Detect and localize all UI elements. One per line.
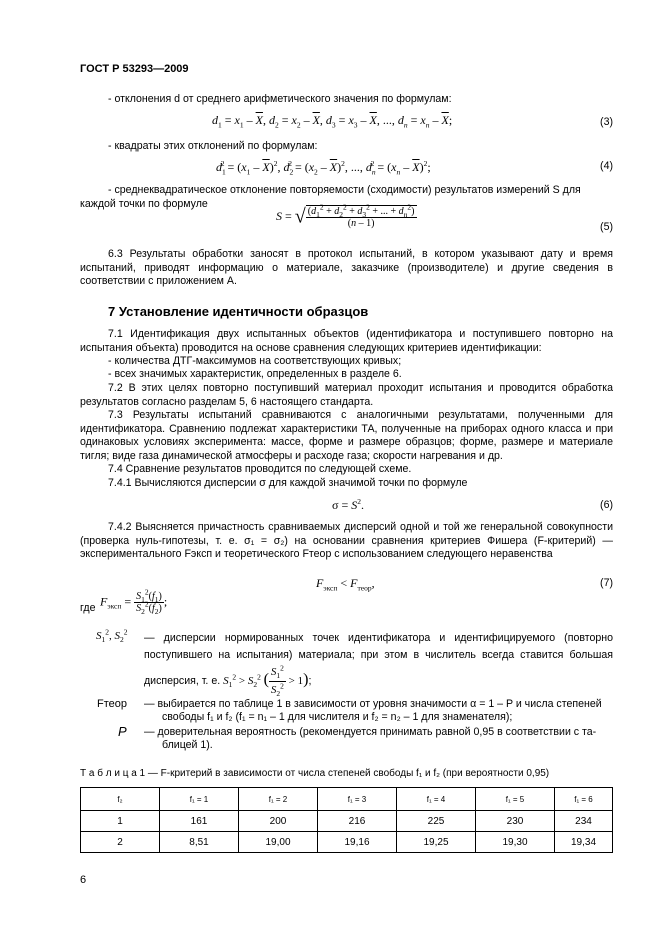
formula-f-exp: $F_{эксп}$ = $\frac{S_1^2(f_1)}{S_2^2(f_2)}$ ;: [100, 587, 168, 616]
table-cell: 200: [239, 811, 318, 832]
table-cell: 19,00: [239, 832, 318, 853]
dev-intro: - отклонения d от среднего арифметического значения по формулам:: [108, 93, 452, 105]
table-cell: 19,16: [318, 832, 397, 853]
para-7-2: 7.2 В этих целях повторно поступивший материал проходит испытания и проводится обработка результатов согласно разделам 5, 6 настоящего стандарта.: [80, 382, 613, 408]
table-cell: 19,25: [397, 832, 476, 853]
eq-number-3: (3): [600, 116, 613, 128]
def-dispersions: — дисперсии нормированных точек идентификатора и идентифицируемого (повторно поступившего на испытания) материала; при этом в числитель всегда ставится большая дисперсия, т. е. $S_1^2 > S_2^2$ ( $\frac{S_1^2}{S_2^2}$ > 1);: [144, 632, 613, 699]
table-row: [81, 832, 613, 853]
table-header: f₂: [81, 788, 160, 811]
symbol-s1-s2: $S_1^2$, $S_2^2$: [96, 627, 128, 645]
section-7-title: 7 Установление идентичности образцов: [108, 304, 369, 319]
table-cell: 234: [555, 811, 613, 832]
where-label: где: [80, 602, 96, 614]
eq-number-4: (4): [600, 160, 613, 172]
table-cell: 2: [81, 832, 160, 853]
formula-4: $d_1^2 = (x_1 - \overline{X})^2$, $d_2^2 = (x_2 - \overline{X})^2$, ..., $d_n^2 = (x_n - \overline{X})^2$;: [216, 159, 431, 177]
table-header: f₁ = 4: [397, 788, 476, 811]
eq-number-7: (7): [600, 577, 613, 589]
formula-3: $d_1 = x_1 - \overline{X}$, $d_2 = x_2 - \overline{X}$, $d_3 = x_3 - \overline{X}$, ..., $d_n = x_n - \overline{X}$;: [212, 113, 453, 130]
eq-number-5: (5): [600, 221, 613, 233]
para-6-3: 6.3 Результаты обработки заносят в протокол испытаний, в котором указывают дату и время испытаний, приводят информацию о материале, заказчике (производителе) и другие сведения в соответствии с приложением А.: [80, 248, 613, 287]
table-header: f₁ = 6: [555, 788, 613, 811]
sko-intro-line1: - среднеквадратическое отклонение повторяемости (сходимости) результатов измерений S для: [108, 184, 581, 196]
table-row: [81, 811, 613, 832]
formula-5: S = √ $\frac{(d_1^2 + d_2^2 + d_3^2 + ... + d_n^2)}{(n - 1)}$: [276, 202, 415, 229]
table-header: f₁ = 3: [318, 788, 397, 811]
para-7-4-2: 7.4.2 Выясняется причастность сравниваемых дисперсий одной и той же генеральной совокупности (проверка нуль-гипотезы, т. е. σ₁ = σ₂) на основании сравнения критериев Фишера (F-критерий) — экспериментального Fэксп и теоретического Fтеор с использованием следующего неравенства: [80, 521, 613, 560]
squares-intro: - квадраты этих отклонений по формулам:: [108, 140, 318, 152]
formula-7: $F_{эксп} < F_{теор}$,: [316, 576, 375, 593]
page-number: 6: [80, 874, 87, 886]
table-cell: 8,51: [160, 832, 239, 853]
table-cell: 161: [160, 811, 239, 832]
symbol-p: P: [118, 724, 127, 739]
document-header: ГОСТ Р 53293—2009: [80, 63, 189, 75]
f-criterion-table: [80, 787, 613, 853]
def-p-line1: — доверительная вероятность (рекомендуется принимать равной 0,95 в соответствии с та-: [144, 726, 597, 738]
bullet-2: - всех значимых характеристик, определенных в разделе 6.: [108, 368, 402, 380]
para-7-1: 7.1 Идентификация двух испытанных объектов (идентификатора и поступившего повторно на испытания объекта) проводится на основе сравнения следующих критериев идентификации:: [80, 328, 613, 354]
table-cell: 19,34: [555, 832, 613, 853]
def-f-theor-line2: свободы f₁ и f₂ (f₁ = n₁ – 1 для числителя и f₂ = n₂ – 1 для знаменателя);: [162, 711, 513, 723]
symbol-f-theor: Fтеор: [97, 698, 127, 710]
sko-intro-line2: каждой точки по формуле: [80, 198, 208, 210]
para-7-4: 7.4 Сравнение результатов проводится по следующей схеме.: [108, 463, 412, 475]
table-cell: 19,30: [476, 832, 555, 853]
para-7-3: 7.3 Результаты испытаний сравниваются с аналогичными результатами, полученными для идентификатора. Сравнению подлежат характеристики ТА, полученные на приборах одного класса и при одинаковых условиях эксперимента: массе, форме и размере образцов; форме, размере и материале тигля; виде газа динамической атмосферы и расходе газа; скорости нагревания и др.: [80, 409, 613, 462]
table-header: f₁ = 5: [476, 788, 555, 811]
eq-number-6: (6): [600, 499, 613, 511]
table-header: f₁ = 2: [239, 788, 318, 811]
table-cell: 1: [81, 811, 160, 832]
formula-6: $\sigma = S^2$.: [332, 497, 364, 512]
def-p-line2: блицей 1).: [162, 739, 213, 751]
para-7-4-1: 7.4.1 Вычисляются дисперсии σ для каждой значимой точки по формуле: [108, 477, 468, 489]
table-caption: Т а б л и ц а 1 — F-критерий в зависимости от числа степеней свободы f₁ и f₂ (при вероятности 0,95): [80, 768, 550, 779]
table-cell: 216: [318, 811, 397, 832]
bullet-1: - количества ДТГ-максимумов на соответствующих кривых;: [108, 355, 402, 367]
def-f-theor-line1: — выбирается по таблице 1 в зависимости от уровня значимости α = 1 – P и числа степеней: [144, 698, 602, 710]
table-header: f₁ = 1: [160, 788, 239, 811]
table-cell: 225: [397, 811, 476, 832]
table-cell: 230: [476, 811, 555, 832]
table-header-row: [81, 788, 613, 811]
